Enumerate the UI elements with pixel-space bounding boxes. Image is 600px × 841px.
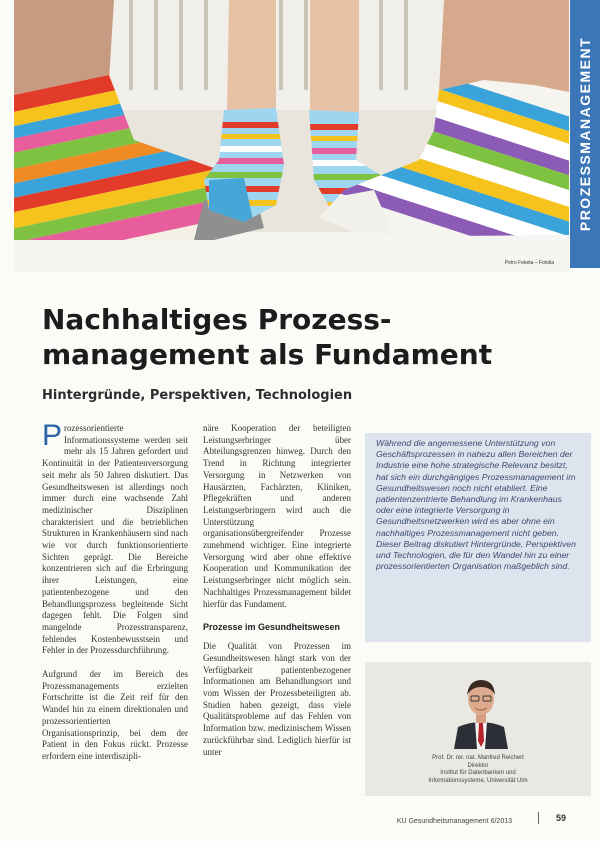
footer-journal: KU Gesundheitsmanagement 6/2013: [396, 818, 512, 825]
body-paragraph: Die Qualität von Prozessen im Gesundheitswesen hängt stark von der Verfügbarkeit patientenbezogener Informationen am Behandlungsort und vom Wissen der Prozessbeteiligten ab. Studien haben gezeigt, dass viele Qualitätsprobleme auf das Fehlen von Information bzw. medizinischem Wissen zurückführbar sind. Lediglich hierfür ist unter: [203, 641, 351, 757]
body-paragraph: [42, 419, 188, 657]
body-column-2: [203, 423, 351, 770]
footer-divider: [538, 812, 539, 824]
header-photo-socks: [14, 0, 569, 272]
paragraph-text: rozessorientierte Informationssysteme werden seit mehr als 15 Jahren gefordert und Kontinuität in der Patientenversorgung seit mehr als 50 Jahren diskutiert. Das Gesundheitswesen ist allerdings noch immer durch eine wachsende Zahl medizinischer Disziplinen charakterisiert und die betrieblichen Strukturen in Krankenhäusern sind nach wie vor durch funktionsorientierte Sichten geprägt. Die Bereiche konzentrieren sich auf die Erbringung ihrer Leistungen, eine patientenbezogene und den Behandlungsprozess begleitende Sicht dagegen fehlt. Die Folgen sind mangelnde Prozesstransparenz, fehlendes Kostenbewusstsein und Fehler in der Prozessdurchführung.: [42, 423, 188, 656]
socks-illustration: [14, 0, 569, 272]
body-paragraph: näre Kooperation der beteiligten Leistungserbringer über Abteilungsgrenzen hinweg. Durch den Trend in Richtung integrierter Versorgung in Netzwerken von Hausärzten, Fachärzten, Kliniken, Pflegekräften und anderen Leistungserbringern wird auch die Unterstützung organisationsübergreifender Prozesse zunehmend wichtiger. Eine integrierte Versorgung wird aber ohne effektive Kooperation und Kommunikation der Leistungserbringer nicht möglich sein. Nachhaltiges Prozessmanagement bildet hierfür das Fundament.: [203, 423, 351, 609]
article-title-line-2: management als Fundament: [42, 338, 493, 371]
section-tab: [570, 0, 600, 268]
article-title: [42, 302, 492, 372]
author-name: Prof. Dr. rer. nat. Manfred Reichert: [432, 755, 524, 761]
article-title-line-1: Nachhaltiges Prozess-: [42, 303, 392, 336]
section-tab-label: PROZESSMANAGEMENT: [577, 36, 593, 232]
photo-credit: Petro Feketa – Fotolia: [504, 260, 554, 266]
section-heading: Prozesse im Gesundheitswesen: [203, 622, 341, 633]
drop-cap: P: [42, 419, 63, 452]
author-portrait: [448, 669, 514, 749]
author-university: Informationssysteme, Universität Ulm: [428, 777, 528, 784]
author-role: Direktor: [467, 762, 489, 769]
author-institute: Institut für Datenbanken und: [440, 770, 516, 776]
article-subtitle: Hintergründe, Perspektiven, Technologien: [42, 388, 353, 403]
author-caption: [365, 755, 591, 785]
abstract-box: [365, 433, 591, 642]
page-number: 59: [556, 813, 567, 823]
body-paragraph: Aufgrund der im Bereich des Prozessmanagements erzielten Fortschritte ist die Zeit reif für den Wandel hin zu einem direktionalen und prozessorientierten Organisationsprinzip, bei dem der Patient in den Fokus rückt. Prozesse erfordern eine interdiszipli-: [42, 669, 188, 761]
body-column-1: [42, 419, 188, 775]
abstract-text: Während die angemessene Unterstützung von Geschäftsprozessen in nahezu allen Bereichen der Industrie eine hohe strategische Relevanz besitzt, hat sich ein durchgängiges Prozessmanagement im Gesundheitswesen noch nicht etabliert. Eine patientenzentrierte Behandlung im Krankenhaus oder eine integrierte Versorgung in Gesundheitsnetzwerken wird es aber ohne ein nachhaltiges Prozessmanagement nicht geben. Dieser Beitrag diskutiert Hintergründe, Perspektiven und Technologien, die für den Wandel hin zu einer prozessorientierten Organisation maßgeblich sind.: [376, 438, 576, 572]
